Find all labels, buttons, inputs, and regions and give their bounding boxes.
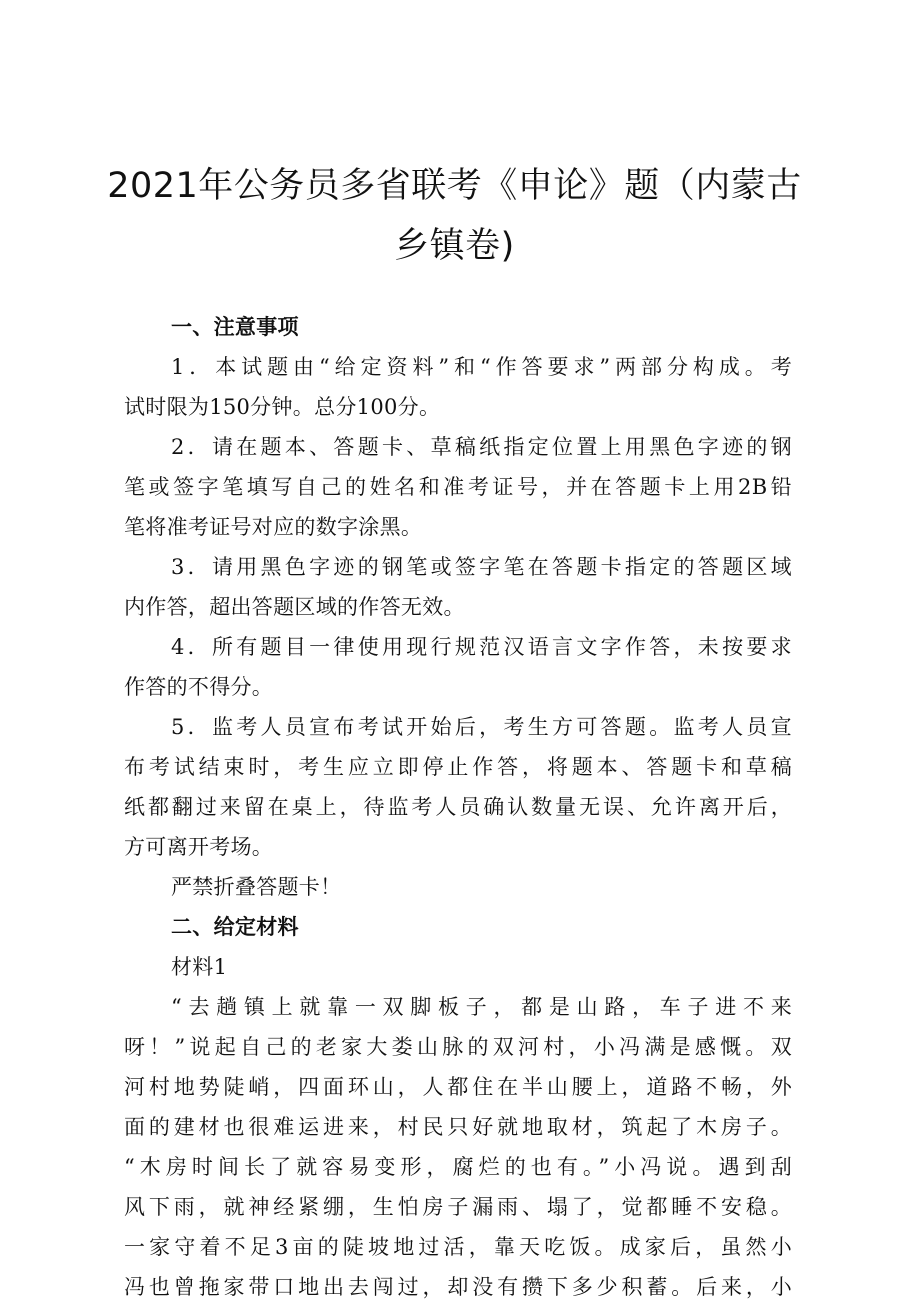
- notice-2-line-2: 笔或签字笔填写自己的姓名和准考证号，并在答题卡上用2B铅: [124, 475, 792, 499]
- material-1-line-2: 呀！”说起自己的老家大娄山脉的双河村，小冯满是感慨。双: [124, 1035, 792, 1059]
- material-1-line-6: 风下雨，就神经紧绷，生怕房子漏雨、塌了，觉都睡不安稳。: [124, 1195, 792, 1219]
- material-label: 材料1: [171, 955, 228, 979]
- notice-4-line-2: 作答的不得分。: [124, 675, 274, 699]
- notice-3-line-2: 内作答，超出答题区域的作答无效。: [124, 595, 465, 619]
- document-body: [124, 307, 792, 1307]
- notice-5-line-1: 5．监考人员宣布考试开始后，考生方可答题。监考人员宣: [171, 715, 792, 739]
- material-1-line-8: 冯也曾拖家带口地出去闯过，却没有攒下多少积蓄。后来，小: [124, 1275, 792, 1299]
- section-heading-materials: 二、给定材料: [171, 915, 299, 939]
- document-title-line-2: 乡镇卷): [394, 226, 515, 266]
- notice-5-line-3: 纸都翻过来留在桌上，待监考人员确认数量无误、允许离开后，: [124, 795, 792, 819]
- material-1-line-1: “去趟镇上就靠一双脚板子，都是山路，车子进不来: [171, 995, 792, 1019]
- notice-5-line-2: 布考试结束时，考生应立即停止作答，将题本、答题卡和草稿: [124, 755, 792, 779]
- warning-text: 严禁折叠答题卡！: [171, 875, 342, 899]
- notice-4-line-1: 4．所有题目一律使用现行规范汉语言文字作答，未按要求: [171, 635, 792, 659]
- notice-3-line-1: 3．请用黑色字迹的钢笔或签字笔在答题卡指定的答题区域: [171, 555, 792, 579]
- document-title-line-1: 2021年公务员多省联考《申论》题（内蒙古: [107, 166, 802, 206]
- material-1-line-3: 河村地势陡峭，四面环山，人都住在半山腰上，道路不畅，外: [124, 1075, 792, 1099]
- notice-2-line-1: 2．请在题本、答题卡、草稿纸指定位置上用黑色字迹的钢: [171, 435, 792, 459]
- section-heading-notice: 一、注意事项: [171, 315, 299, 339]
- notice-2-line-3: 笔将准考证号对应的数字涂黑。: [124, 515, 423, 539]
- notice-1-line-1: 1．本试题由“给定资料”和“作答要求”两部分构成。考: [171, 355, 792, 379]
- notice-5-line-4: 方可离开考场。: [124, 835, 274, 859]
- material-1-line-7: 一家守着不足3亩的陡坡地过活，靠天吃饭。成家后，虽然小: [124, 1235, 792, 1259]
- notice-1-line-2: 试时限为150分钟。总分100分。: [124, 395, 441, 419]
- material-1-line-5: “木房时间长了就容易变形，腐烂的也有。”小冯说。遇到刮: [124, 1155, 792, 1179]
- material-1-line-4: 面的建材也很难运进来，村民只好就地取材，筑起了木房子。: [124, 1115, 792, 1139]
